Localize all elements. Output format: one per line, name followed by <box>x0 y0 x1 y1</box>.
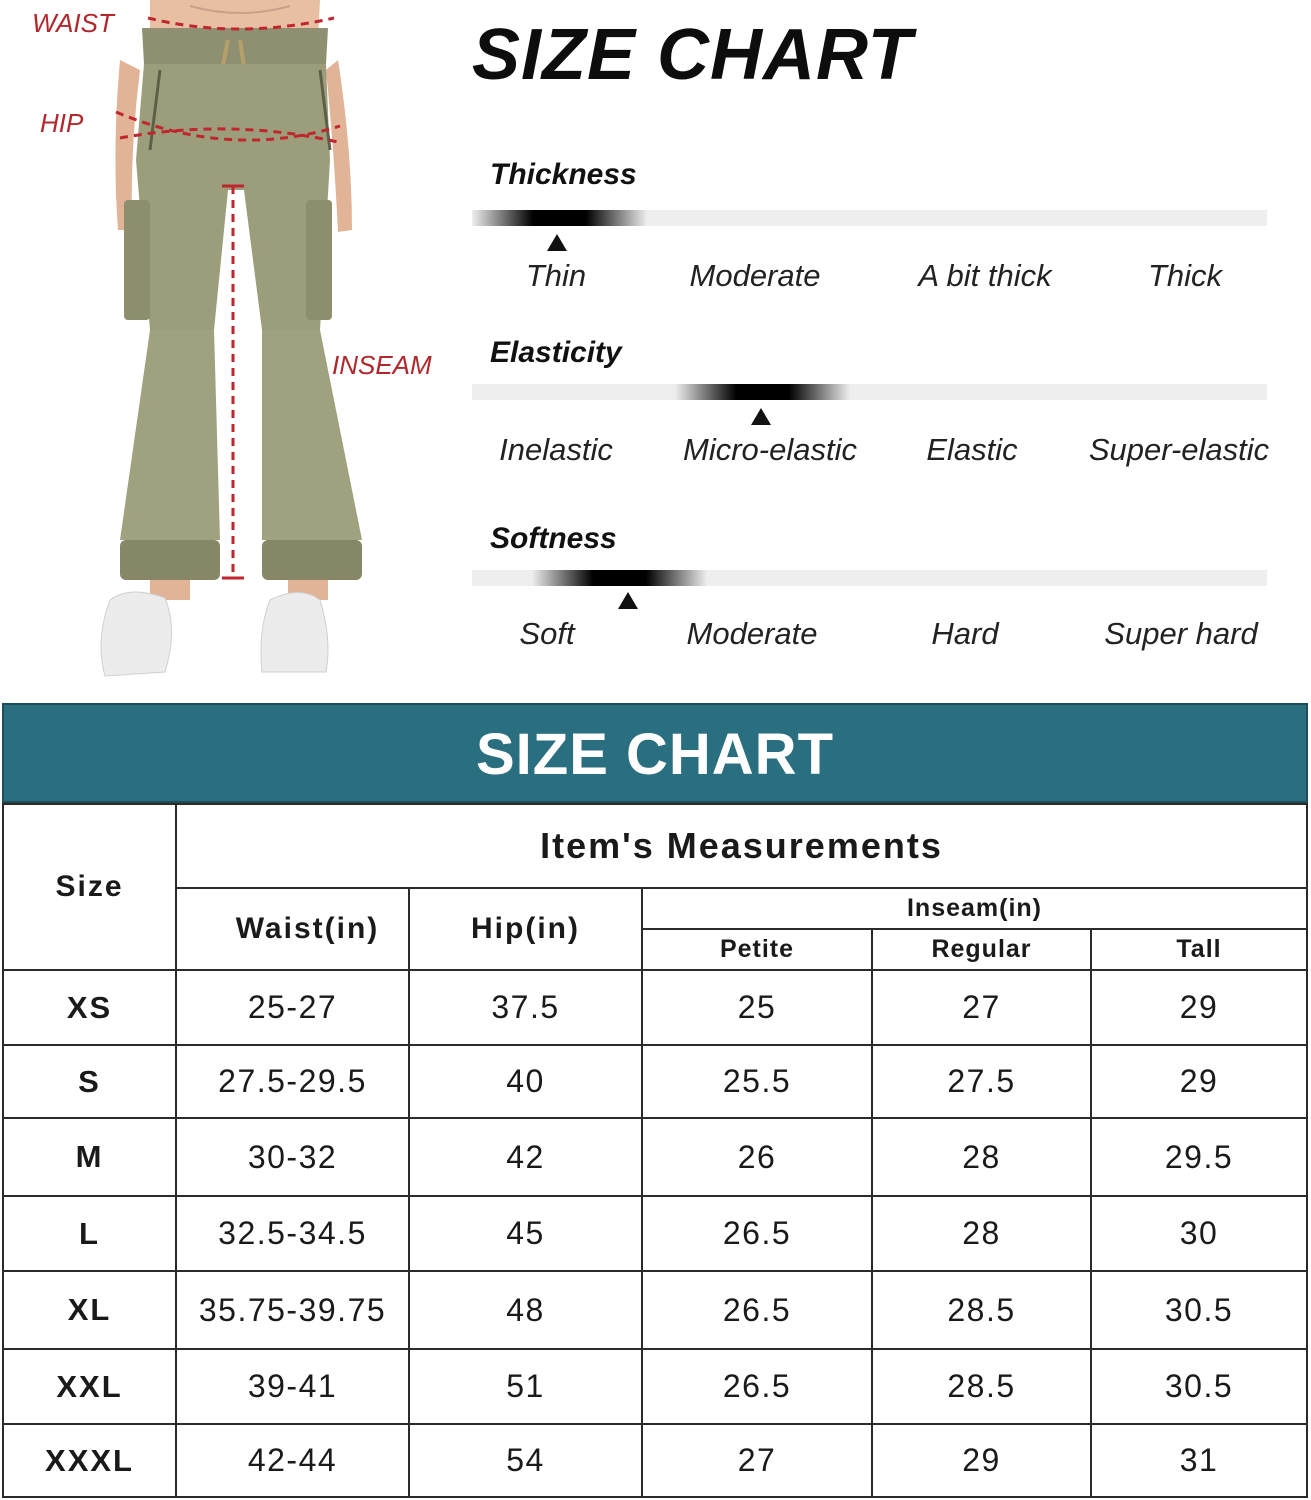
hip-cell: 40 <box>506 1063 545 1099</box>
regular-cell: 28.5 <box>947 1291 1016 1328</box>
size-cell: M <box>75 1139 104 1174</box>
attribute-option: A bit thick <box>918 258 1052 293</box>
measurements-header: Item's Measurements <box>540 825 943 866</box>
tall-cell: 29 <box>1179 1063 1219 1099</box>
hip-cell: 51 <box>506 1368 545 1404</box>
level-marker-icon <box>751 408 771 425</box>
petite-cell: 26 <box>737 1138 777 1175</box>
attribute-scale <box>472 570 1267 586</box>
attribute-elasticity <box>472 336 1270 486</box>
attribute-option: Inelastic <box>499 432 613 467</box>
attribute-thickness <box>472 158 1267 308</box>
regular-cell: 27.5 <box>947 1063 1016 1099</box>
waist-cell: 27.5-29.5 <box>218 1063 367 1099</box>
attribute-option: Moderate <box>689 258 821 293</box>
tall-cell: 29.5 <box>1164 1138 1234 1175</box>
attribute-level-fill <box>675 384 850 400</box>
inseam-label: INSEAM <box>332 350 432 380</box>
attribute-scale <box>472 384 1267 400</box>
size-header: Size <box>55 870 124 903</box>
regular-cell: 29 <box>962 1442 1001 1478</box>
hip-header: Hip(in) <box>471 912 580 945</box>
petite-cell: 26.5 <box>722 1291 792 1328</box>
attribute-level-fill <box>532 570 707 586</box>
petite-cell: 25 <box>737 989 777 1025</box>
regular-cell: 28 <box>962 1138 1001 1175</box>
hip-label: HIP <box>40 108 84 138</box>
tall-cell: 29 <box>1179 989 1219 1025</box>
attribute-option: Super hard <box>1104 616 1258 651</box>
petite-header: Petite <box>719 935 795 963</box>
attribute-title: Softness <box>490 522 617 555</box>
size-grid <box>2 803 1308 1498</box>
waist-cell: 25-27 <box>247 989 338 1025</box>
level-marker-icon <box>618 592 638 609</box>
regular-cell: 28.5 <box>947 1368 1016 1404</box>
hip-cell: 54 <box>506 1442 545 1478</box>
inseam-header: Inseam(in) <box>906 894 1043 922</box>
attribute-option: Super-elastic <box>1088 432 1270 467</box>
attribute-level-fill <box>472 210 647 226</box>
hip-cell: 45 <box>506 1215 545 1251</box>
waist-label: WAIST <box>32 8 114 38</box>
attribute-option: Soft <box>519 616 575 651</box>
attribute-title: Thickness <box>490 158 637 191</box>
regular-cell: 28 <box>962 1215 1001 1251</box>
hip-cell: 48 <box>506 1291 545 1328</box>
attribute-option: Hard <box>931 616 999 651</box>
petite-cell: 27 <box>737 1442 777 1478</box>
size-cell: XL <box>67 1292 112 1327</box>
waist-cell: 30-32 <box>247 1138 338 1175</box>
attribute-option: Elastic <box>926 432 1018 467</box>
waist-cell: 35.75-39.75 <box>198 1291 387 1328</box>
waist-header: Waist(in) <box>235 912 380 945</box>
attribute-softness <box>472 522 1267 672</box>
page-title: SIZE CHART <box>472 15 913 95</box>
size-cell: XXXL <box>45 1442 134 1478</box>
attribute-option: Micro-elastic <box>683 432 857 467</box>
hip-cell: 42 <box>506 1138 545 1175</box>
size-cell: XS <box>66 989 113 1025</box>
tall-cell: 31 <box>1179 1442 1219 1478</box>
tall-cell: 30 <box>1179 1215 1219 1251</box>
regular-header: Regular <box>931 935 1032 963</box>
tall-header: Tall <box>1176 935 1222 963</box>
waist-cell: 39-41 <box>247 1368 338 1404</box>
waist-cell: 32.5-34.5 <box>218 1215 367 1251</box>
size-cell: XXL <box>56 1368 123 1404</box>
attribute-title: Elasticity <box>490 336 622 369</box>
waist-cell: 42-44 <box>247 1442 338 1478</box>
product-figure <box>0 0 450 690</box>
attribute-option: Thin <box>525 258 587 293</box>
size-table <box>2 703 1308 1498</box>
hip-cell: 37.5 <box>491 989 560 1025</box>
pants-illustration <box>0 0 450 690</box>
size-cell: S <box>78 1063 101 1099</box>
size-chart-banner <box>2 703 1308 803</box>
attribute-option: Thick <box>1147 258 1223 293</box>
level-marker-icon <box>547 234 567 251</box>
size-cell: L <box>79 1215 100 1251</box>
tall-cell: 30.5 <box>1164 1291 1234 1328</box>
petite-cell: 26.5 <box>722 1215 792 1251</box>
petite-cell: 26.5 <box>722 1368 792 1404</box>
attribute-option: Moderate <box>686 616 818 651</box>
attribute-scale <box>472 210 1267 226</box>
petite-cell: 25.5 <box>722 1063 792 1099</box>
tall-cell: 30.5 <box>1164 1368 1234 1404</box>
regular-cell: 27 <box>962 989 1001 1025</box>
banner-title: SIZE CHART <box>476 722 834 787</box>
